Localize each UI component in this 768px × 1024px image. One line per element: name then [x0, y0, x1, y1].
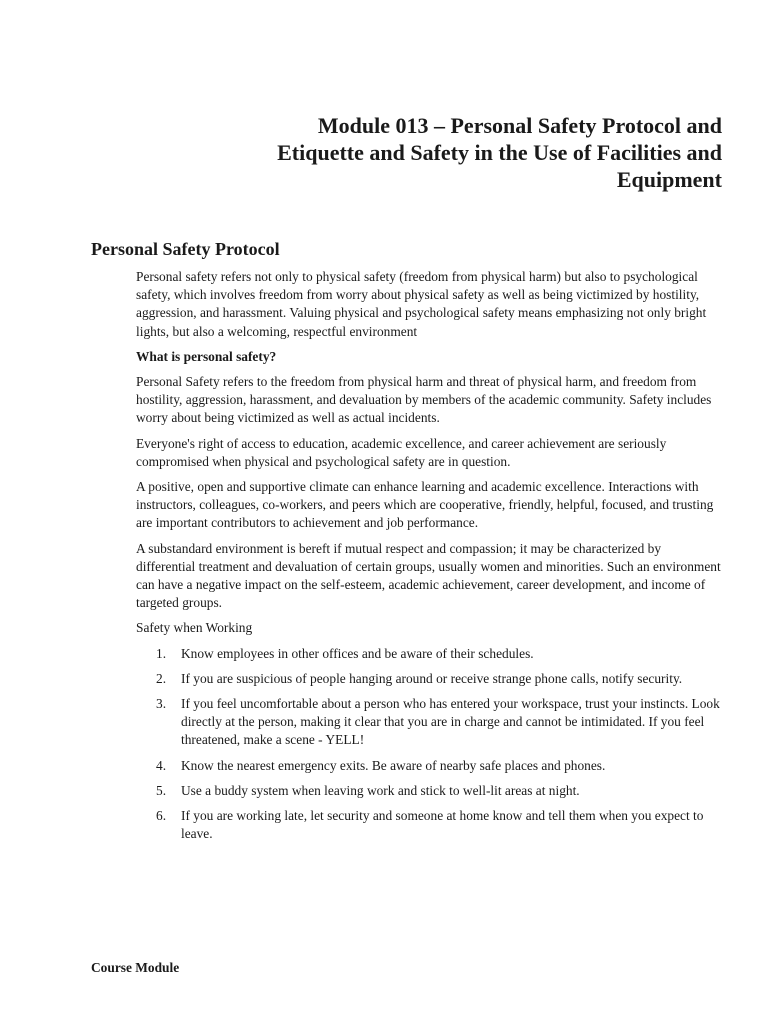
list-text: If you are working late, let security and someone at home know and tell them when you expect to leave.: [181, 808, 704, 842]
paragraph: A positive, open and supportive climate can enhance learning and academic excellence. Interactions with instructors, colleagues, co-workers, and peers which are cooperative, friendly, helpful, focused, and trusting are important contributors to achievement and job performance.: [136, 479, 714, 531]
list-number: 6.: [156, 808, 167, 824]
title-line: Module 013 – Personal Safety Protocol and: [317, 113, 722, 138]
list-item: [136, 695, 722, 750]
list-item: [136, 645, 722, 663]
list-text: Use a buddy system when leaving work and stick to well-lit areas at night.: [181, 782, 580, 798]
section-heading: Personal Safety Protocol: [91, 239, 280, 259]
safety-list: [136, 645, 722, 844]
body-text: [136, 268, 722, 850]
list-text: Know the nearest emergency exits. Be aware of nearby safe places and phones.: [181, 757, 606, 773]
list-text: Know employees in other offices and be aware of their schedules.: [181, 645, 534, 661]
list-number: 3.: [156, 696, 167, 712]
page-footer: Course Module: [91, 960, 180, 975]
list-item: [136, 807, 722, 843]
list-number: 5.: [156, 782, 167, 798]
list-text: If you feel uncomfortable about a person who has entered your workspace, trust your instincts. Look directly at the person, making it clear that you are in charge and cannot be intimidated. If you feel threatened, make a scene - YELL!: [181, 696, 720, 748]
intro-paragraph: Personal safety refers not only to physical safety (freedom from physical harm) but also to psychological safety, which involves freedom from worry about physical safety as well as being victimized by hostility, aggression, and harassment. Valuing physical and psychological safety means emphasizing not only bright lights, but also a welcoming, respectful environment: [136, 269, 707, 339]
paragraph: A substandard environment is bereft if mutual respect and compassion; it may be characterized by differential treatment and devaluation of certain groups, usually women and minorities. Such an environment can have a negative impact on the self-esteem, academic achievement, career development, and income of targeted groups.: [136, 540, 721, 611]
list-heading: Safety when Working: [136, 620, 253, 636]
paragraph: Everyone's right of access to education, academic excellence, and career achievement are seriously compromised when physical and psychological safety are in question.: [136, 435, 667, 469]
module-title: [162, 112, 722, 193]
list-number: 1.: [156, 645, 167, 661]
title-line: Equipment: [616, 167, 722, 192]
list-number: 2.: [156, 670, 167, 686]
list-number: 4.: [156, 757, 167, 773]
list-item: [136, 782, 722, 800]
question-heading: What is personal safety?: [136, 348, 277, 364]
list-item: [136, 757, 722, 775]
list-text: If you are suspicious of people hanging around or receive strange phone calls, notify security.: [181, 670, 683, 686]
title-line: Etiquette and Safety in the Use of Facilities and: [277, 140, 722, 165]
list-item: [136, 670, 722, 688]
paragraph: Personal Safety refers to the freedom from physical harm and threat of physical harm, and freedom from hostility, aggression, harassment, and devaluation by members of the academic community. Safety includes worry about being victimized as well as actual incidents.: [136, 374, 712, 426]
